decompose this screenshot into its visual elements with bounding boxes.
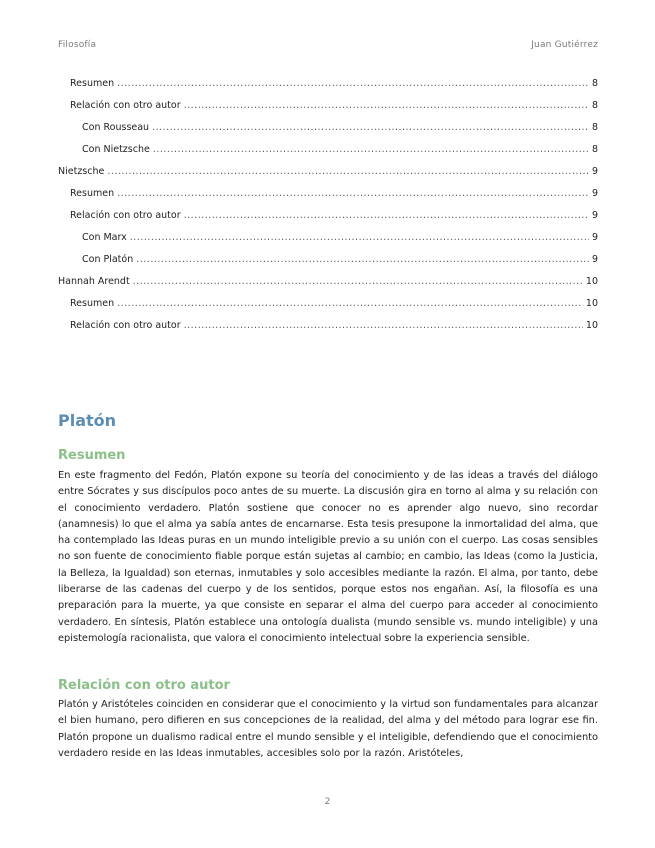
toc-entry-label: Con Nietzsche bbox=[82, 144, 150, 155]
toc-entry[interactable] bbox=[58, 122, 598, 144]
toc-entry-page: 9 bbox=[591, 166, 598, 177]
toc-entry[interactable] bbox=[58, 298, 598, 320]
toc-leader bbox=[117, 298, 583, 309]
toc-entry-label: Relación con otro autor bbox=[70, 210, 181, 221]
toc-entry[interactable] bbox=[58, 232, 598, 254]
toc-entry-page: 8 bbox=[591, 122, 598, 133]
toc-entry[interactable] bbox=[58, 320, 598, 342]
toc-entry-page: 9 bbox=[591, 210, 598, 221]
table-of-contents bbox=[58, 78, 598, 342]
toc-entry[interactable] bbox=[58, 254, 598, 276]
page-number: 2 bbox=[324, 797, 331, 807]
toc-entry-page: 8 bbox=[591, 78, 598, 89]
toc-leader bbox=[133, 276, 583, 287]
toc-leader bbox=[117, 78, 589, 89]
toc-entry[interactable] bbox=[58, 100, 598, 122]
toc-entry-label: Con Platón bbox=[82, 254, 134, 265]
header-subject: Filosofía bbox=[58, 40, 97, 50]
toc-entry-page: 9 bbox=[591, 254, 598, 265]
toc-entry-label: Resumen bbox=[70, 298, 115, 309]
toc-entry-page: 10 bbox=[585, 298, 598, 309]
toc-entry-label: Relación con otro autor bbox=[70, 100, 181, 111]
toc-entry-page: 10 bbox=[585, 320, 598, 331]
page-header bbox=[58, 40, 598, 50]
toc-entry-page: 9 bbox=[591, 232, 598, 243]
toc-leader bbox=[107, 166, 589, 177]
toc-entry-page: 9 bbox=[591, 188, 598, 199]
toc-entry[interactable] bbox=[58, 144, 598, 166]
toc-entry-label: Hannah Arendt bbox=[58, 276, 130, 287]
toc-entry-label: Con Marx bbox=[82, 232, 127, 243]
toc-leader bbox=[117, 188, 589, 199]
toc-entry-label: Relación con otro autor bbox=[70, 320, 181, 331]
toc-entry[interactable] bbox=[58, 78, 598, 100]
relacion-heading: Relación con otro autor bbox=[58, 678, 230, 693]
toc-entry-label: Nietzsche bbox=[58, 166, 105, 177]
toc-entry-label: Resumen bbox=[70, 78, 115, 89]
toc-entry[interactable] bbox=[58, 276, 598, 298]
toc-entry-page: 8 bbox=[591, 100, 598, 111]
toc-entry-page: 8 bbox=[591, 144, 598, 155]
toc-leader bbox=[153, 144, 589, 155]
resumen-heading: Resumen bbox=[58, 448, 126, 463]
toc-entry-label: Con Rousseau bbox=[82, 122, 150, 133]
toc-leader bbox=[184, 210, 589, 221]
toc-leader bbox=[130, 232, 589, 243]
resumen-paragraph: En este fragmento del Fedón, Platón expone su teoría del conocimiento y de las ideas a través del diálogo entre Sócrates y sus discípulos poco antes de su muerte. La discusión gira en torno al alma y su relación con el conocimiento verdadero. Platón sostiene que conocer no es aprender algo nuevo, sino recordar (anamnesis) lo que el alma ya sabía antes de encarnarse. Esta tesis presupone la inmortalidad del alma, que ha contemplado las Ideas puras en un mundo inteligible previo a su unión con el cuerpo. Las cosas sensibles no son fuente de conocimiento fiable porque están sujetas al cambio; en cambio, las Ideas (como la Justicia, la Belleza, la Igualdad) son eternas, inmutables y solo accesibles mediante la razón. El alma, por tanto, debe liberarse de las cadenas del cuerpo y de los sentidos, porque estos nos engañan. Así, la filosofía es una preparación para la muerte, ya que consiste en separar el alma del cuerpo para acceder al conocimiento verdadero. En síntesis, Platón establece una ontología dualista (mundo sensible vs. mundo inteligible) y una epistemología racionalista, que valora el conocimiento intelectual sobre la experiencia sensible. bbox=[58, 470, 598, 644]
header-author: Juan Gutiérrez bbox=[531, 40, 598, 50]
toc-leader bbox=[184, 320, 583, 331]
section-title: Platón bbox=[58, 411, 117, 430]
toc-leader bbox=[152, 122, 589, 133]
toc-entry[interactable] bbox=[58, 210, 598, 232]
relacion-paragraph: Platón y Aristóteles coinciden en considerar que el conocimiento y la virtud son fundamentales para alcanzar el bien humano, pero difieren en sus concepciones de la realidad, del alma y del método para lograr ese fin. Platón propone un dualismo radical entre el mundo sensible y el inteligible, defendiendo que el conocimiento verdadero reside en las Ideas inmutables, accesibles solo por la razón. Aristóteles, bbox=[58, 699, 598, 759]
toc-entry[interactable] bbox=[58, 166, 598, 188]
toc-entry-label: Resumen bbox=[70, 188, 115, 199]
toc-entry-page: 10 bbox=[585, 276, 598, 287]
toc-leader bbox=[184, 100, 589, 111]
toc-leader bbox=[136, 254, 589, 265]
toc-entry[interactable] bbox=[58, 188, 598, 210]
